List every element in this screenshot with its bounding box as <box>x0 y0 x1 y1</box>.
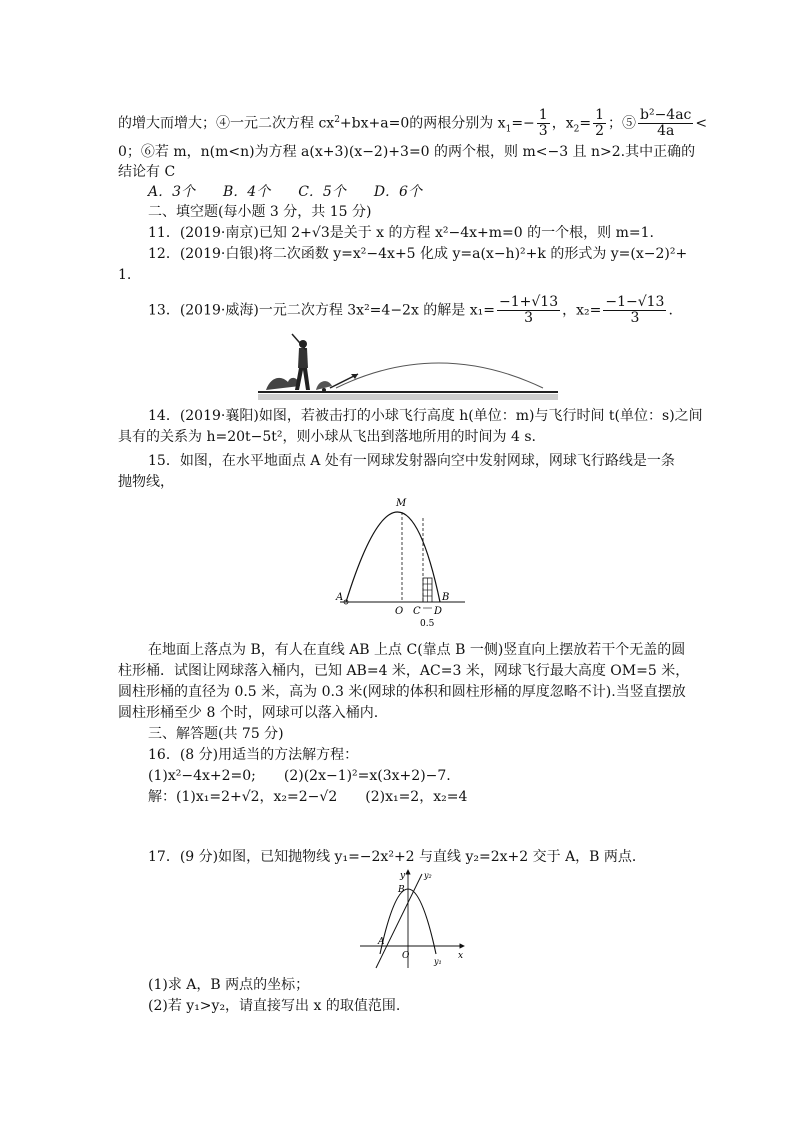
label-y-axis: y <box>400 871 406 881</box>
label-x: x <box>458 951 464 961</box>
question-14-line2: 具有的关系为 h=20t−5t²，则小球从飞出到落地所用的时间为 4 s. <box>118 429 536 445</box>
fraction-root1: $\frac{-1+√13}{3}$ <box>499 294 559 326</box>
q10-line3: 结论有 C <box>118 164 176 180</box>
label-c: C <box>413 606 421 617</box>
q10-options: A．3个 B．4个 C．5个 D．6个 <box>148 184 422 200</box>
stacked-buckets <box>423 578 432 602</box>
question-17-line1: 17．(9 分)如图，已知抛物线 y₁=−2x²+2 与直线 y₂=2x+2 交于 A，B 两点． <box>148 849 646 865</box>
question-15-line2: 抛物线， <box>118 474 174 490</box>
label-y1: y₁ <box>434 957 442 966</box>
question-12-line2: 1. <box>118 267 132 283</box>
question-16-answer: 解：(1)x₁=2+√2，x₂=2−√2 (2)x₁=2，x₂=4 <box>148 789 468 805</box>
question-12-line1: 12．(2019·白银)将二次函数 y=x²−4x+5 化成 y=a(x−h)²+k 的形式为 y=(x−2)²+ <box>148 246 688 262</box>
fraction-discriminant: $\frac{\text{b²−4ac}}{4a}$ <box>640 107 692 139</box>
section-solve: 三、解答题(共 75 分) <box>148 726 284 742</box>
question-14-line1: 14．(2019·襄阳)如图，若被击打的小球飞行高度 h(单位：m)与飞行时间 t(单位：s)之间 <box>148 408 703 424</box>
question-15-line3: 在地面上落点为 B，有人在直线 AB 上点 C(靠点 B 一侧)竖直向上摆放若干个无盖的圆 <box>148 642 686 658</box>
section-fill-in: 二、填空题(每小题 3 分，共 15 分) <box>148 204 372 220</box>
question-15-line5: 圆柱形桶的直径为 0.5 米，高为 0.3 米(网球的体积和圆柱形桶的厚度忽略不计).当竖直摆放 <box>118 684 686 700</box>
q10-line2: 0；⑥若 m，n(m<n)为方程 a(x+3)(x−2)+3=0 的两个根，则 m<−3 且 n>2.其中正确的 <box>118 144 696 160</box>
label-o: O <box>402 951 410 961</box>
label-a: A <box>336 592 344 603</box>
question-13: 13．(2019·威海)一元二次方程 3x²=4−2x 的解是 x₁= $\frac{-1+√13}{3}$ ，x₂= $\frac{-1-√13}{3}$ . <box>148 294 673 326</box>
label-m: M <box>396 498 407 509</box>
question-15-line4: 柱形桶．试图让网球落入桶内，已知 AB=4 米，AC=3 米，网球飞行最大高度 OM=5 米， <box>118 663 690 679</box>
fraction-one-half: $\frac{1}{2}$ <box>595 107 604 139</box>
label-b: B <box>398 885 405 895</box>
fraction-root2: $\frac{-1-√13}{3}$ <box>605 294 665 326</box>
question-11: 11．(2019·南京)已知 2+√3是关于 x 的方程 x²−4x+m=0 的一个根，则 m=1. <box>148 225 654 241</box>
question-17-part1: (1)求 A，B 两点的坐标； <box>148 977 310 993</box>
label-o: O <box>395 606 404 617</box>
fraction-one-third: $\frac{1}{3}$ <box>538 107 548 139</box>
question-15-line1: 15．如图，在水平地面点 A 处有一网球发射器向空中发射网球，网球飞行路线是一条 <box>148 453 675 469</box>
ball <box>322 388 326 392</box>
q10-line1: 的增大而增大；④一元二次方程 $cx^2+bx+a=0$的两根分别为 $x_1=-$ $\frac{1}{3}$ ，$x_2=$ $\frac{1}{2}$ ；⑤ $\frac{\text{b²−4ac}}{4a}$ < <box>118 107 708 139</box>
tennis-parabola-figure <box>336 492 470 632</box>
golf-figure <box>258 330 558 400</box>
question-16-line1: 16．(8 分)用适当的方法解方程： <box>148 747 359 763</box>
label-b: B <box>442 592 450 603</box>
ground-fill <box>258 394 558 400</box>
question-15-line6: 圆柱形桶至少 8 个时，网球可以落入桶内. <box>118 705 379 721</box>
label-y2: y₂ <box>424 871 432 880</box>
label-a: A <box>378 937 385 947</box>
parabola-line-figure <box>360 864 470 972</box>
parabola-curve <box>346 512 440 602</box>
question-16-line2: (1)x²−4x+2=0; (2)(2x−1)²=x(3x+2)−7. <box>148 768 451 784</box>
question-17-part2: (2)若 y₁>y₂，请直接写出 x 的取值范围. <box>148 998 401 1014</box>
label-width: 0.5 <box>420 619 435 629</box>
label-d: D <box>434 606 443 617</box>
